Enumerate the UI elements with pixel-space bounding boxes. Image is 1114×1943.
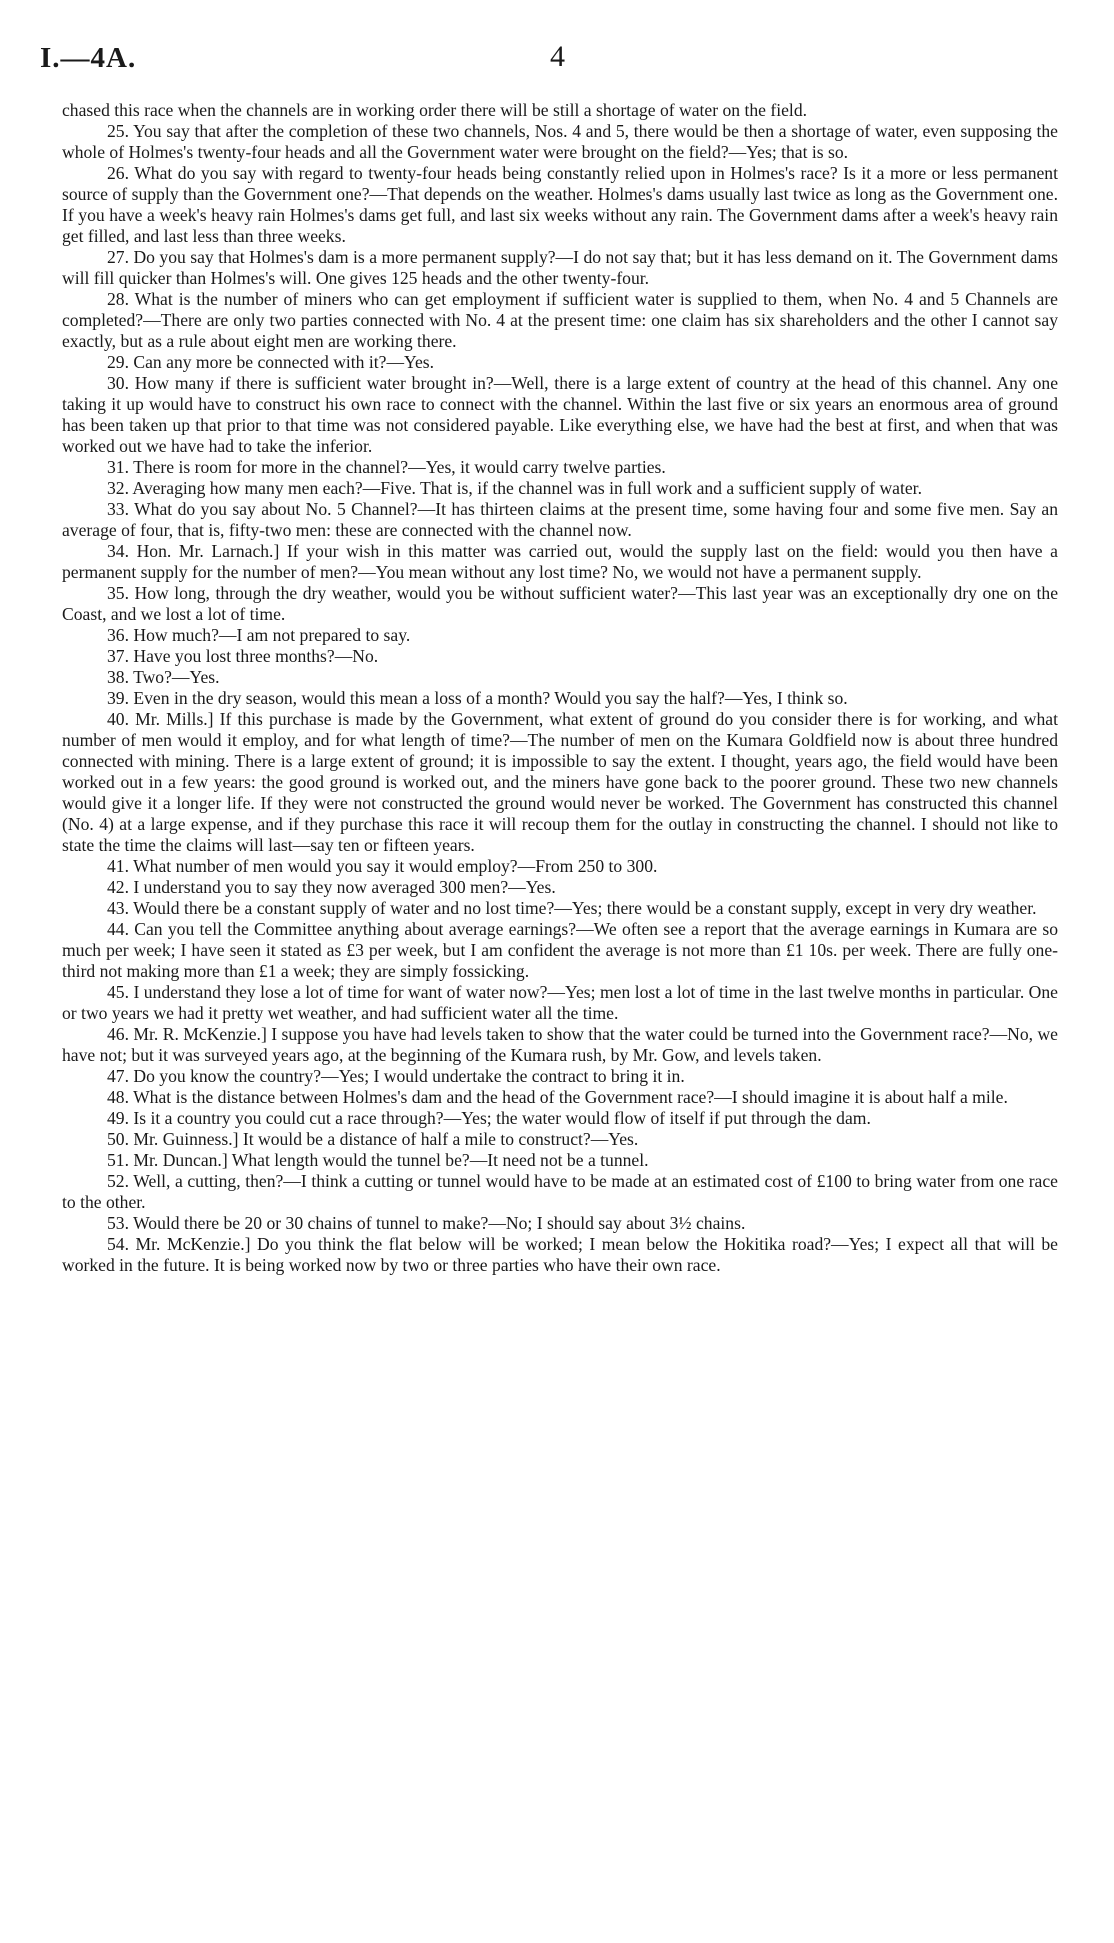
question-53: 53. Would there be 20 or 30 chains of tunnel to make?—No; I should say about 3½ chains. bbox=[107, 1213, 746, 1233]
question-44: 44. Can you tell the Committee anything about average earnings?—We often see a report that the average earnings in Kumara are so much per week; I have seen it stated as £3 per week, but I am confident the average is not more than £1 10s. per week. There are fully one-third not making more than £1 a week; they are simply fossicking. bbox=[62, 919, 1058, 981]
question-36: 36. How much?—I am not prepared to say. bbox=[107, 625, 411, 645]
question-39: 39. Even in the dry season, would this mean a loss of a month? Would you say the half?—Yes, I think so. bbox=[107, 688, 848, 708]
question-43: 43. Would there be a constant supply of water and no lost time?—Yes; there would be a constant supply, except in very dry weather. bbox=[107, 898, 1037, 918]
question-40: 40. Mr. Mills.] If this purchase is made by the Government, what extent of ground do you consider there is for working, and what number of men would it employ, and for what length of time?—The number of men on the Kumara Goldfield now is about three hundred connected with mining. There is a large extent of ground; it is impossible to say the extent. I thought, years ago, the field would have been worked out in a few years: the good ground is worked out, and the miners have gone back to the poorer ground. These two new channels would give it a longer life. If they were not constructed the ground would never be worked. The Government has constructed this channel (No. 4) at a large expense, and if they purchase this race it will recoup them for the outlay in constructing the channel. I should not like to state the time the claims will last—say ten or fifteen years. bbox=[62, 709, 1058, 855]
question-38: 38. Two?—Yes. bbox=[107, 667, 220, 687]
question-25: 25. You say that after the completion of these two channels, Nos. 4 and 5, there would be then a shortage of water, even supposing the whole of Holmes's twenty-four heads and all the Government water were brought on the field?—Yes; that is so. bbox=[62, 121, 1058, 162]
question-37: 37. Have you lost three months?—No. bbox=[107, 646, 379, 666]
question-45: 45. I understand they lose a lot of time for want of water now?—Yes; men lost a lot of time in the last twelve months in particular. One or two years we had it pretty wet weather, and had sufficient water all the time. bbox=[62, 982, 1058, 1023]
question-51: 51. Mr. Duncan.] What length would the tunnel be?—It need not be a tunnel. bbox=[107, 1150, 649, 1170]
question-52: 52. Well, a cutting, then?—I think a cutting or tunnel would have to be made at an estimated cost of £100 to bring water from one race to the other. bbox=[62, 1171, 1058, 1212]
question-54: 54. Mr. McKenzie.] Do you think the flat below will be worked; I mean below the Hokitika road?—Yes; I expect all that will be worked in the future. It is being worked now by two or three parties who have their own race. bbox=[62, 1234, 1058, 1275]
question-31: 31. There is room for more in the channel?—Yes, it would carry twelve parties. bbox=[107, 457, 666, 477]
question-34: 34. Hon. Mr. Larnach.] If your wish in this matter was carried out, would the supply last on the field: would you then have a permanent supply for the number of men?—You mean without any lost time? No, we would not have a permanent supply. bbox=[62, 541, 1058, 582]
question-32: 32. Averaging how many men each?—Five. That is, if the channel was in full work and a sufficient supply of water. bbox=[107, 478, 922, 498]
question-27: 27. Do you say that Holmes's dam is a more permanent supply?—I do not say that; but it has less demand on it. The Government dams will fill quicker than Holmes's will. One gives 125 heads and the other twenty-four. bbox=[62, 247, 1058, 288]
question-42: 42. I understand you to say they now averaged 300 men?—Yes. bbox=[107, 877, 556, 897]
question-50: 50. Mr. Guinness.] It would be a distance of half a mile to construct?—Yes. bbox=[107, 1129, 639, 1149]
paragraph-continuation: chased this race when the channels are in working order there will be still a shortage of water on the field. bbox=[62, 100, 808, 120]
question-29: 29. Can any more be connected with it?—Yes. bbox=[107, 352, 435, 372]
question-41: 41. What number of men would you say it would employ?—From 250 to 300. bbox=[107, 856, 658, 876]
question-35: 35. How long, through the dry weather, would you be without sufficient water?—This last year was an exceptionally dry one on the Coast, and we lost a lot of time. bbox=[62, 583, 1058, 624]
question-26: 26. What do you say with regard to twenty-four heads being constantly relied upon in Holmes's race? Is it a more or less permanent source of supply than the Government one?—That depends on the weather. Holmes's dams usually last twice as long as the Government one. If you have a week's heavy rain Holmes's dams get full, and last six weeks without any rain. The Government dams after a week's heavy rain get filled, and last less than three weeks. bbox=[62, 163, 1058, 246]
page-number: 4 bbox=[550, 40, 565, 73]
question-49: 49. Is it a country you could cut a race through?—Yes; the water would flow of itself if put through the dam. bbox=[107, 1108, 871, 1128]
question-48: 48. What is the distance between Holmes's dam and the head of the Government race?—I should imagine it is about half a mile. bbox=[107, 1087, 1008, 1107]
question-28: 28. What is the number of miners who can get employment if sufficient water is supplied to them, when No. 4 and 5 Channels are completed?—There are only two parties connected with No. 4 at the present time: one claim has six shareholders and the other I cannot say exactly, but as a rule about eight men are working there. bbox=[62, 289, 1058, 351]
question-30: 30. How many if there is sufficient water brought in?—Well, there is a large extent of country at the head of this channel. Any one taking it up would have to construct his own race to connect with the channel. Within the last five or six years an enormous area of ground has been taken up that prior to that time was not considered payable. Like everything else, we have had the best at first, and when that was worked out we have had to take the inferior. bbox=[62, 373, 1058, 456]
question-47: 47. Do you know the country?—Yes; I would undertake the contract to bring it in. bbox=[107, 1066, 685, 1086]
question-33: 33. What do you say about No. 5 Channel?—It has thirteen claims at the present time, some having four and some five men. Say an average of four, that is, fifty-two men: these are connected with the channel now. bbox=[62, 499, 1058, 540]
evidence-text bbox=[62, 100, 1058, 1276]
document-reference: I.—4A. bbox=[40, 42, 137, 74]
question-46: 46. Mr. R. McKenzie.] I suppose you have had levels taken to show that the water could be turned into the Government race?—No, we have not; but it was surveyed years ago, at the beginning of the Kumara rush, by Mr. Gow, and levels taken. bbox=[62, 1024, 1058, 1065]
